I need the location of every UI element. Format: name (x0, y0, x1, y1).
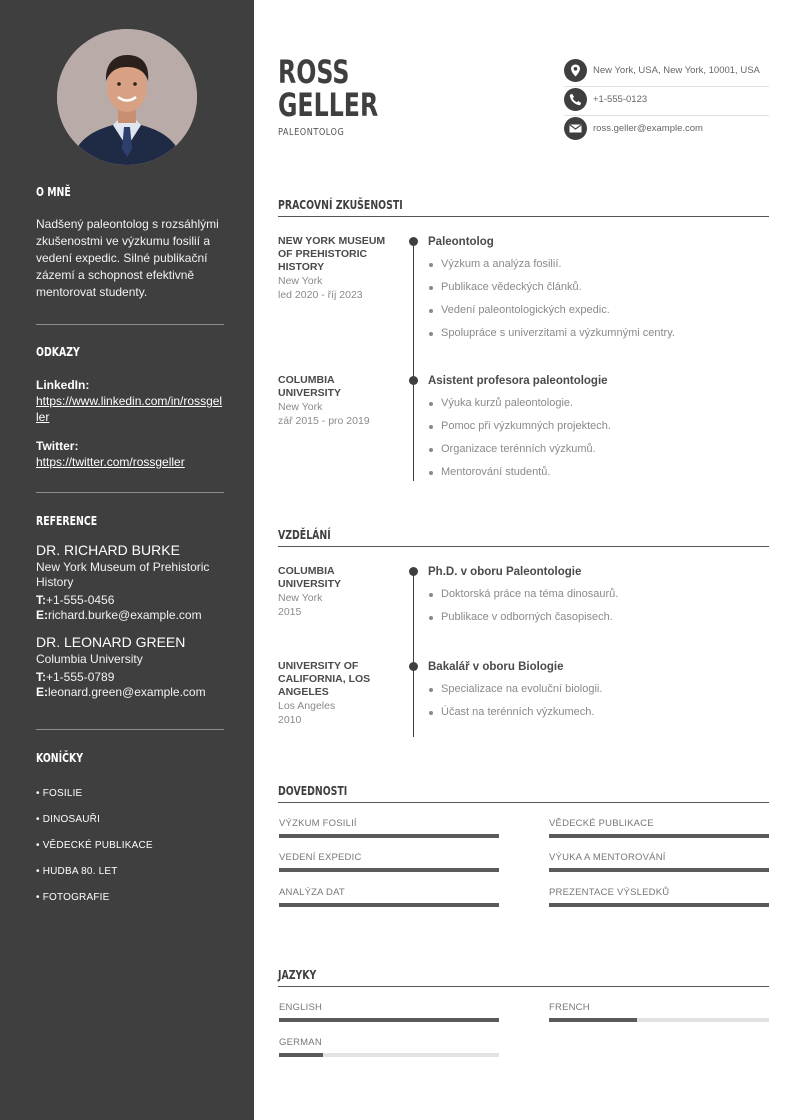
skills-heading: DOVEDNOSTI (278, 782, 769, 803)
hobby-item: • VĚDECKÉ PUBLIKACE (36, 840, 153, 851)
language-item (279, 1037, 499, 1057)
contact-list (564, 59, 769, 145)
envelope-icon (564, 117, 587, 140)
entry-bullet: Doktorská práce na téma dinosaurů. (428, 583, 768, 606)
entry-bullet: Výuka kurzů paleontologie. (428, 392, 768, 415)
reference-item (36, 634, 224, 700)
hobby-item: • FOSILIE (36, 788, 83, 799)
about-section (36, 185, 224, 301)
reference-phone: T:+1-555-0789 (36, 670, 115, 684)
skill-item (279, 852, 499, 872)
entry-meta (278, 565, 396, 619)
entry-location: New York (278, 592, 323, 604)
entry-details (428, 660, 768, 724)
entry-title: Ph.D. v oboru Paleontologie (428, 566, 582, 578)
reference-item (36, 542, 224, 623)
contact-email (564, 117, 769, 144)
linkedin-link[interactable]: https://www.linkedin.com/in/rossgeller (36, 394, 223, 424)
timeline-dot (409, 237, 418, 246)
language-label: GERMAN (279, 1037, 322, 1048)
skill-bar-fill (279, 868, 499, 872)
language-item (279, 1002, 499, 1022)
skill-bar-fill (549, 834, 769, 838)
hobby-item: • HUDBA 80. LET (36, 866, 118, 877)
entry-bullet: Vedení paleontologických expedic. (428, 299, 768, 322)
entry-org: COLUMBIA UNIVERSITY (278, 565, 342, 590)
entry-meta (278, 374, 396, 428)
entry-bullet: Účast na terénních výzkumech. (428, 701, 768, 724)
entry-meta (278, 235, 396, 302)
links-section (36, 345, 224, 470)
candidate-role: PALEONTOLOG (278, 127, 345, 138)
hobby-item: • DINOSAUŘI (36, 814, 101, 825)
skill-bar-fill (279, 834, 499, 838)
entry-dates: zář 2015 - pro 2019 (278, 415, 370, 427)
entry-details (428, 235, 768, 345)
entry-org: UNIVERSITY OF CALIFORNIA, LOS ANGELES (278, 660, 371, 698)
skill-bar (549, 834, 769, 838)
skill-label: ANALÝZA DAT (279, 887, 345, 898)
link-item (36, 377, 224, 425)
skill-bar-fill (549, 868, 769, 872)
reference-org: Columbia University (36, 652, 143, 666)
contact-address (564, 59, 769, 87)
language-bar-fill (549, 1018, 637, 1022)
language-bar (279, 1018, 499, 1022)
address-text: New York, USA, New York, 10001, USA (593, 65, 760, 76)
hobbies-section (36, 751, 224, 917)
reference-email: E:richard.burke@example.com (36, 608, 202, 622)
reference-name: DR. RICHARD BURKE (36, 542, 180, 558)
profile-photo (57, 29, 197, 165)
skill-item (549, 887, 769, 907)
sidebar-divider (36, 729, 224, 730)
skill-label: VÝZKUM FOSILIÍ (279, 818, 357, 829)
links-heading: ODKAZY (36, 345, 80, 359)
twitter-link[interactable]: https://twitter.com/rossgeller (36, 455, 185, 469)
entry-bullet: Organizace terénních výzkumů. (428, 438, 768, 461)
entry-location: Los Angeles (278, 700, 336, 712)
reference-name: DR. LEONARD GREEN (36, 634, 186, 650)
timeline-dot (409, 567, 418, 576)
entry-bullet: Specializace na evoluční biologii. (428, 678, 768, 701)
experience-timeline (413, 240, 414, 481)
entry-location: New York (278, 275, 323, 287)
entry-dates: 2015 (278, 606, 302, 618)
language-label: ENGLISH (279, 1002, 323, 1013)
entry-details (428, 565, 768, 629)
language-bar (279, 1053, 499, 1057)
entry-bullet: Publikace vědeckých článků. (428, 276, 768, 299)
references-section (36, 514, 224, 700)
languages-heading: JAZYKY (278, 966, 769, 987)
hobbies-heading: KONÍČKY (36, 751, 84, 765)
skill-item (549, 852, 769, 872)
sidebar-divider (36, 492, 224, 493)
language-bar-fill (279, 1018, 499, 1022)
sidebar-divider (36, 324, 224, 325)
entry-meta (278, 660, 396, 727)
reference-phone: T:+1-555-0456 (36, 593, 115, 607)
skill-label: PREZENTACE VÝSLEDKŮ (549, 887, 670, 898)
skill-bar-fill (549, 903, 769, 907)
skill-label: VĚDECKÉ PUBLIKACE (549, 818, 654, 829)
skill-bar (549, 868, 769, 872)
timeline-dot (409, 376, 418, 385)
skill-item (549, 818, 769, 838)
entry-details (428, 374, 768, 484)
contact-phone (564, 88, 769, 116)
phone-text: +1-555-0123 (593, 94, 648, 105)
entry-org: COLUMBIA UNIVERSITY (278, 374, 342, 399)
entry-dates: led 2020 - říj 2023 (278, 289, 363, 301)
entry-bullet: Spolupráce s univerzitami a výzkumnými centry. (428, 322, 768, 345)
sidebar (0, 0, 254, 1120)
skill-item (279, 818, 499, 838)
skill-bar (279, 868, 499, 872)
skill-label: VÝUKA A MENTOROVÁNÍ (549, 852, 666, 863)
link-label: LinkedIn: (36, 378, 90, 392)
language-label: FRENCH (549, 1002, 590, 1013)
skill-label: VEDENÍ EXPEDIC (279, 852, 362, 863)
skill-bar (279, 834, 499, 838)
entry-bullet: Výzkum a analýza fosilií. (428, 253, 768, 276)
education-heading: VZDĚLÁNÍ (278, 526, 769, 547)
link-item (36, 438, 224, 470)
entry-dates: 2010 (278, 714, 302, 726)
reference-email: E:leonard.green@example.com (36, 685, 206, 699)
phone-icon (564, 88, 587, 111)
candidate-name: ROSS GELLER (278, 53, 379, 124)
language-bar (549, 1018, 769, 1022)
skill-bar (279, 903, 499, 907)
entry-title: Asistent profesora paleontologie (428, 375, 608, 387)
language-bar-fill (279, 1053, 323, 1057)
about-heading: O MNĚ (36, 185, 71, 199)
skill-item (279, 887, 499, 907)
entry-org: NEW YORK MUSEUM OF PREHISTORIC HISTORY (278, 235, 386, 273)
skill-bar (549, 903, 769, 907)
timeline-dot (409, 662, 418, 671)
link-label: Twitter: (36, 439, 79, 453)
entry-title: Bakalář v oboru Biologie (428, 661, 564, 673)
references-heading: REFERENCE (36, 514, 98, 528)
language-item (549, 1002, 769, 1022)
experience-heading: PRACOVNÍ ZKUŠENOSTI (278, 196, 769, 217)
entry-location: New York (278, 401, 323, 413)
entry-bullet: Pomoc při výzkumných projektech. (428, 415, 768, 438)
entry-bullet: Mentorování studentů. (428, 461, 768, 484)
reference-org: New York Museum of Prehistoric History (36, 560, 210, 589)
entry-title: Paleontolog (428, 236, 494, 248)
skill-bar-fill (279, 903, 499, 907)
email-text: ross.geller@example.com (593, 123, 703, 134)
about-text: Nadšený paleontolog s rozsáhlými zkušenostmi ve výzkumu fosilií a vedení expedic. Silné publikační zázemí a schopnost efektivně mentorovat studenty. (36, 217, 219, 299)
entry-bullet: Publikace v odborných časopisech. (428, 606, 768, 629)
hobby-item: • FOTOGRAFIE (36, 892, 110, 903)
location-pin-icon (564, 59, 587, 82)
education-timeline (413, 570, 414, 737)
